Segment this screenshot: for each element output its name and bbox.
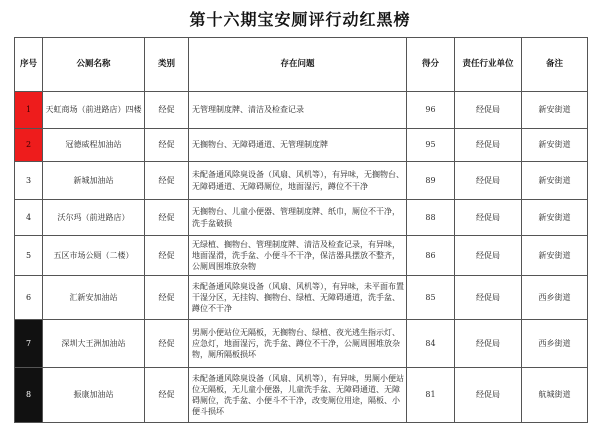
- row-seq: 3: [15, 162, 43, 200]
- row-name: 沃尔玛（前进路店）: [43, 200, 145, 236]
- row-remark: 新安街道: [522, 92, 588, 129]
- header-name: 公厕名称: [43, 38, 145, 92]
- row-issues: 男厕小便站位无隔板，无搁物台、绿植、夜光逃生指示灯、应急灯，地面湿污，洗手盆、蹲位不干净，公厕周围堆放杂物，厕所隔板损坏: [189, 320, 407, 368]
- row-category: 经促: [145, 200, 189, 236]
- table-row: [15, 200, 588, 236]
- header-remark: 备注: [522, 38, 588, 92]
- row-issues: 无绿植、搁物台、管理制度牌、清洁及检查记录，有异味，地面湿滑，洗手盆、小便斗不干净，保洁器具摆放不整齐，公厕周围堆放杂物: [189, 236, 407, 276]
- header-seq: 序号: [15, 38, 43, 92]
- row-category: 经促: [145, 368, 189, 423]
- row-name: 振康加油站: [43, 368, 145, 423]
- row-category: 经促: [145, 276, 189, 320]
- header-issues: 存在问题: [189, 38, 407, 92]
- row-unit: 经促局: [455, 368, 522, 423]
- table-row: [15, 368, 588, 423]
- row-name: 冠德威程加油站: [43, 129, 145, 162]
- row-unit: 经促局: [455, 236, 522, 276]
- row-category: 经促: [145, 162, 189, 200]
- row-category: 经促: [145, 92, 189, 129]
- row-unit: 经促局: [455, 276, 522, 320]
- row-issues: 无搁物台、儿童小便器、管理制度牌、纸巾，厕位不干净，洗手盆破损: [189, 200, 407, 236]
- row-seq: 1: [15, 92, 43, 129]
- row-issues: 未配备通风除臭设备（风扇、风机等），有异味，无搁物台、无障碍通道、无障碍厕位，地面湿污，蹲位不干净: [189, 162, 407, 200]
- row-seq: 8: [15, 368, 43, 423]
- row-score: 81: [407, 368, 455, 423]
- row-remark: 新安街道: [522, 200, 588, 236]
- row-remark: 西乡街道: [522, 320, 588, 368]
- row-unit: 经促局: [455, 320, 522, 368]
- table-row: [15, 129, 588, 162]
- table-row: [15, 320, 588, 368]
- row-name: 深圳大王洲加油站: [43, 320, 145, 368]
- header-category: 类别: [145, 38, 189, 92]
- table-header-row: [15, 38, 588, 92]
- table-row: [15, 92, 588, 129]
- header-score: 得分: [407, 38, 455, 92]
- table-row: [15, 236, 588, 276]
- table-row: [15, 276, 588, 320]
- header-unit: 责任行业单位: [455, 38, 522, 92]
- row-name: 新城加油站: [43, 162, 145, 200]
- table-row: [15, 162, 588, 200]
- row-score: 95: [407, 129, 455, 162]
- row-category: 经促: [145, 129, 189, 162]
- row-score: 85: [407, 276, 455, 320]
- row-score: 88: [407, 200, 455, 236]
- row-score: 84: [407, 320, 455, 368]
- row-remark: 新安街道: [522, 129, 588, 162]
- ranking-table: [14, 37, 588, 423]
- row-remark: 新安街道: [522, 236, 588, 276]
- row-unit: 经促局: [455, 129, 522, 162]
- row-name: 汇新安加油站: [43, 276, 145, 320]
- row-score: 89: [407, 162, 455, 200]
- row-issues: 无搁物台、无障碍通道、无管理制度牌: [189, 129, 407, 162]
- row-score: 86: [407, 236, 455, 276]
- row-unit: 经促局: [455, 162, 522, 200]
- row-seq: 7: [15, 320, 43, 368]
- row-remark: 新安街道: [522, 162, 588, 200]
- row-category: 经促: [145, 236, 189, 276]
- row-issues: 未配备通风除臭设备（风扇、风机等），有异味，未平面布置干湿分区，无挂钩、搁物台、绿植、无障碍通道，洗手盆、蹲位不干净: [189, 276, 407, 320]
- row-issues: 无管理制度牌、清洁及检查记录: [189, 92, 407, 129]
- row-unit: 经促局: [455, 200, 522, 236]
- row-name: 天虹商场（前进路店）四楼: [43, 92, 145, 129]
- page-title: 第十六期宝安厕评行动红黑榜: [189, 10, 411, 29]
- row-name: 五区市场公厕（二楼）: [43, 236, 145, 276]
- row-seq: 2: [15, 129, 43, 162]
- row-remark: 西乡街道: [522, 276, 588, 320]
- row-seq: 5: [15, 236, 43, 276]
- row-category: 经促: [145, 320, 189, 368]
- row-issues: 未配备通风除臭设备（风扇、风机等），有异味，男厕小便站位无隔板，无儿童小便器，儿童洗手盆、无障碍通道、无障碍厕位，洗手盆、小便斗不干净，改变厕位用途，隔板、小便斗损坏: [189, 368, 407, 423]
- row-score: 96: [407, 92, 455, 129]
- row-seq: 6: [15, 276, 43, 320]
- row-remark: 航城街道: [522, 368, 588, 423]
- row-seq: 4: [15, 200, 43, 236]
- row-unit: 经促局: [455, 92, 522, 129]
